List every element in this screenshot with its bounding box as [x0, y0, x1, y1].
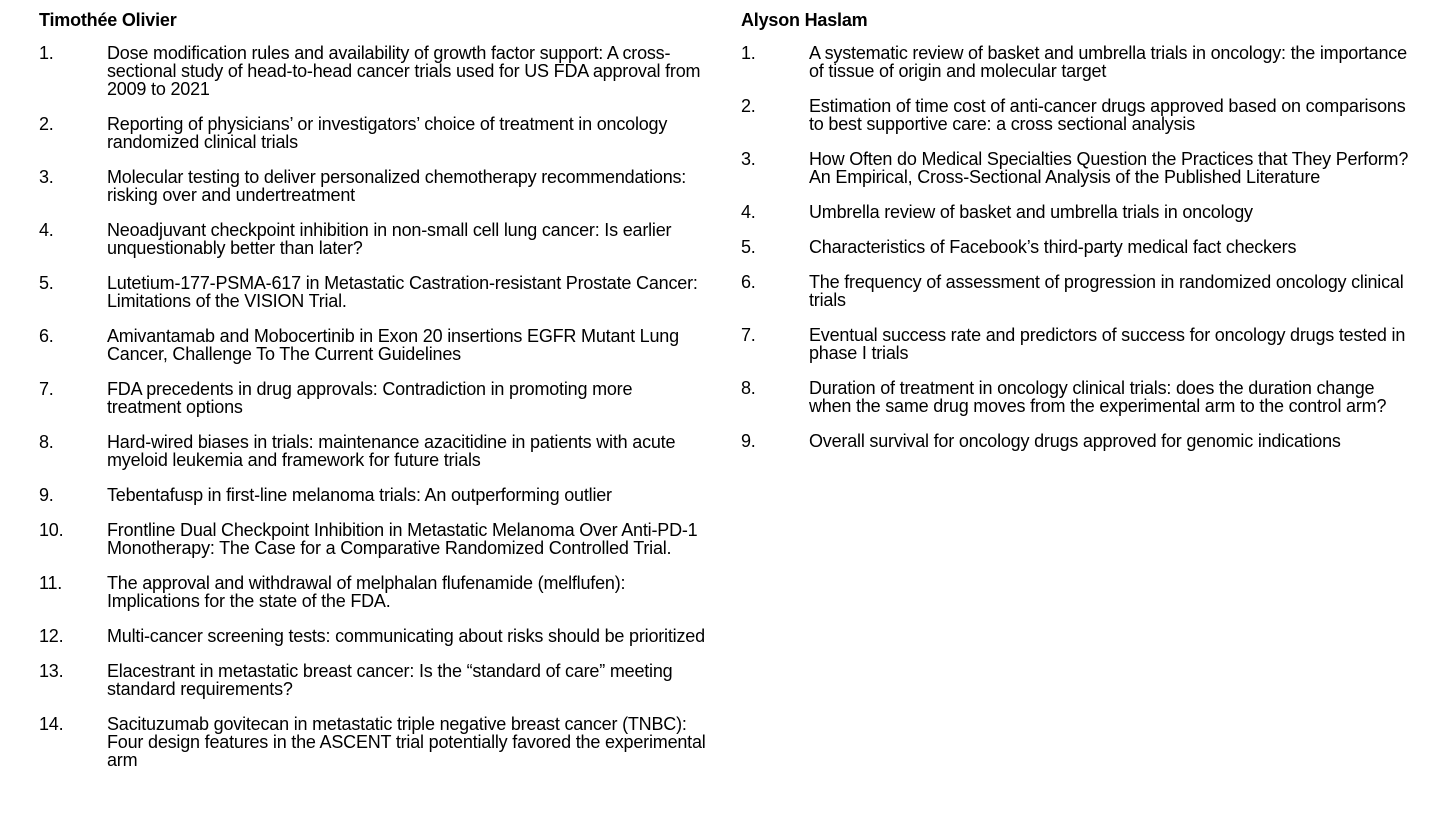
list-item [39, 521, 719, 557]
item-number: 4. [39, 220, 54, 240]
item-title: Elacestrant in metastatic breast cancer: Is the “standard of care” meeting standard requirements? [107, 661, 673, 699]
right-column [741, 8, 1421, 467]
list-item [39, 486, 719, 504]
item-number: 7. [741, 325, 756, 345]
item-title: Multi-cancer screening tests: communicating about risks should be prioritized [107, 626, 705, 646]
item-title: Tebentafusp in first-line melanoma trials: An outperforming outlier [107, 485, 612, 505]
list-item [39, 715, 719, 769]
list-item [741, 44, 1421, 80]
item-number: 9. [39, 485, 54, 505]
item-title: A systematic review of basket and umbrella trials in oncology: the importance of tissue of origin and molecular target [809, 43, 1407, 81]
item-number: 6. [39, 326, 54, 346]
item-title: Lutetium-177-PSMA-617 in Metastatic Castration-resistant Prostate Cancer: Limitations of the VISION Trial. [107, 273, 698, 311]
list-item [39, 115, 719, 151]
list-item [39, 627, 719, 645]
list-item [741, 97, 1421, 133]
item-title: Sacituzumab govitecan in metastatic triple negative breast cancer (TNBC): Four design features in the ASCENT trial potentially favored the experimental arm [107, 714, 706, 770]
publication-list [39, 44, 719, 769]
item-title: Frontline Dual Checkpoint Inhibition in Metastatic Melanoma Over Anti-PD-1 Monotherapy: The Case for a Comparative Randomized Controlled Trial. [107, 520, 698, 558]
item-number: 5. [39, 273, 54, 293]
item-number: 10. [39, 520, 64, 540]
item-title: Molecular testing to deliver personalized chemotherapy recommendations: risking over and undertreatment [107, 167, 687, 205]
item-number: 7. [39, 379, 54, 399]
item-title: Hard-wired biases in trials: maintenance azacitidine in patients with acute myeloid leukemia and framework for future trials [107, 432, 676, 470]
list-item [741, 326, 1421, 362]
list-item [39, 274, 719, 310]
item-title: Overall survival for oncology drugs approved for genomic indications [809, 431, 1341, 451]
item-number: 4. [741, 202, 756, 222]
list-item [39, 662, 719, 698]
list-item [39, 380, 719, 416]
item-title: Dose modification rules and availability of growth factor support: A cross-sectional study of head-to-head cancer trials used for US FDA approval from 2009 to 2021 [107, 43, 701, 99]
list-item [39, 433, 719, 469]
list-item [741, 238, 1421, 256]
publication-list [741, 44, 1421, 450]
item-number: 9. [741, 431, 756, 451]
item-number: 3. [741, 149, 756, 169]
list-item [39, 327, 719, 363]
item-title: The approval and withdrawal of melphalan flufenamide (melflufen): Implications for the state of the FDA. [107, 573, 626, 611]
item-title: FDA precedents in drug approvals: Contradiction in promoting more treatment options [107, 379, 633, 417]
item-title: Characteristics of Facebook’s third-party medical fact checkers [809, 237, 1297, 257]
list-item [741, 203, 1421, 221]
list-item [741, 432, 1421, 450]
item-title: Amivantamab and Mobocertinib in Exon 20 insertions EGFR Mutant Lung Cancer, Challenge To The Current Guidelines [107, 326, 679, 364]
item-title: Eventual success rate and predictors of success for oncology drugs tested in phase I trials [809, 325, 1406, 363]
item-number: 11. [39, 573, 63, 593]
item-title: Reporting of physicians’ or investigators’ choice of treatment in oncology randomized clinical trials [107, 114, 668, 152]
list-item [741, 379, 1421, 415]
item-number: 2. [741, 96, 756, 116]
list-item [741, 150, 1421, 186]
list-item [39, 574, 719, 610]
item-title: Estimation of time cost of anti-cancer drugs approved based on comparisons to best supportive care: a cross sectional analysis [809, 96, 1406, 134]
item-title: Umbrella review of basket and umbrella trials in oncology [809, 202, 1253, 222]
item-number: 1. [741, 43, 756, 63]
author-name: Timothée Olivier [39, 10, 177, 30]
item-number: 5. [741, 237, 756, 257]
author-name: Alyson Haslam [741, 10, 868, 30]
list-item [39, 168, 719, 204]
item-title: Duration of treatment in oncology clinical trials: does the duration change when the same drug moves from the experimental arm to the control arm? [809, 378, 1387, 416]
left-column [39, 8, 719, 786]
item-number: 1. [39, 43, 54, 63]
list-item [39, 44, 719, 98]
list-item [39, 221, 719, 257]
item-number: 2. [39, 114, 54, 134]
list-item [741, 273, 1421, 309]
item-number: 8. [39, 432, 54, 452]
item-title: How Often do Medical Specialties Question the Practices that They Perform? An Empirical, Cross-Sectional Analysis of the Published Literature [809, 149, 1409, 187]
item-title: The frequency of assessment of progression in randomized oncology clinical trials [809, 272, 1404, 310]
item-number: 13. [39, 661, 64, 681]
item-number: 14. [39, 714, 64, 734]
item-title: Neoadjuvant checkpoint inhibition in non-small cell lung cancer: Is earlier unquestionably better than later? [107, 220, 672, 258]
item-number: 3. [39, 167, 54, 187]
item-number: 8. [741, 378, 756, 398]
item-number: 12. [39, 626, 64, 646]
item-number: 6. [741, 272, 756, 292]
